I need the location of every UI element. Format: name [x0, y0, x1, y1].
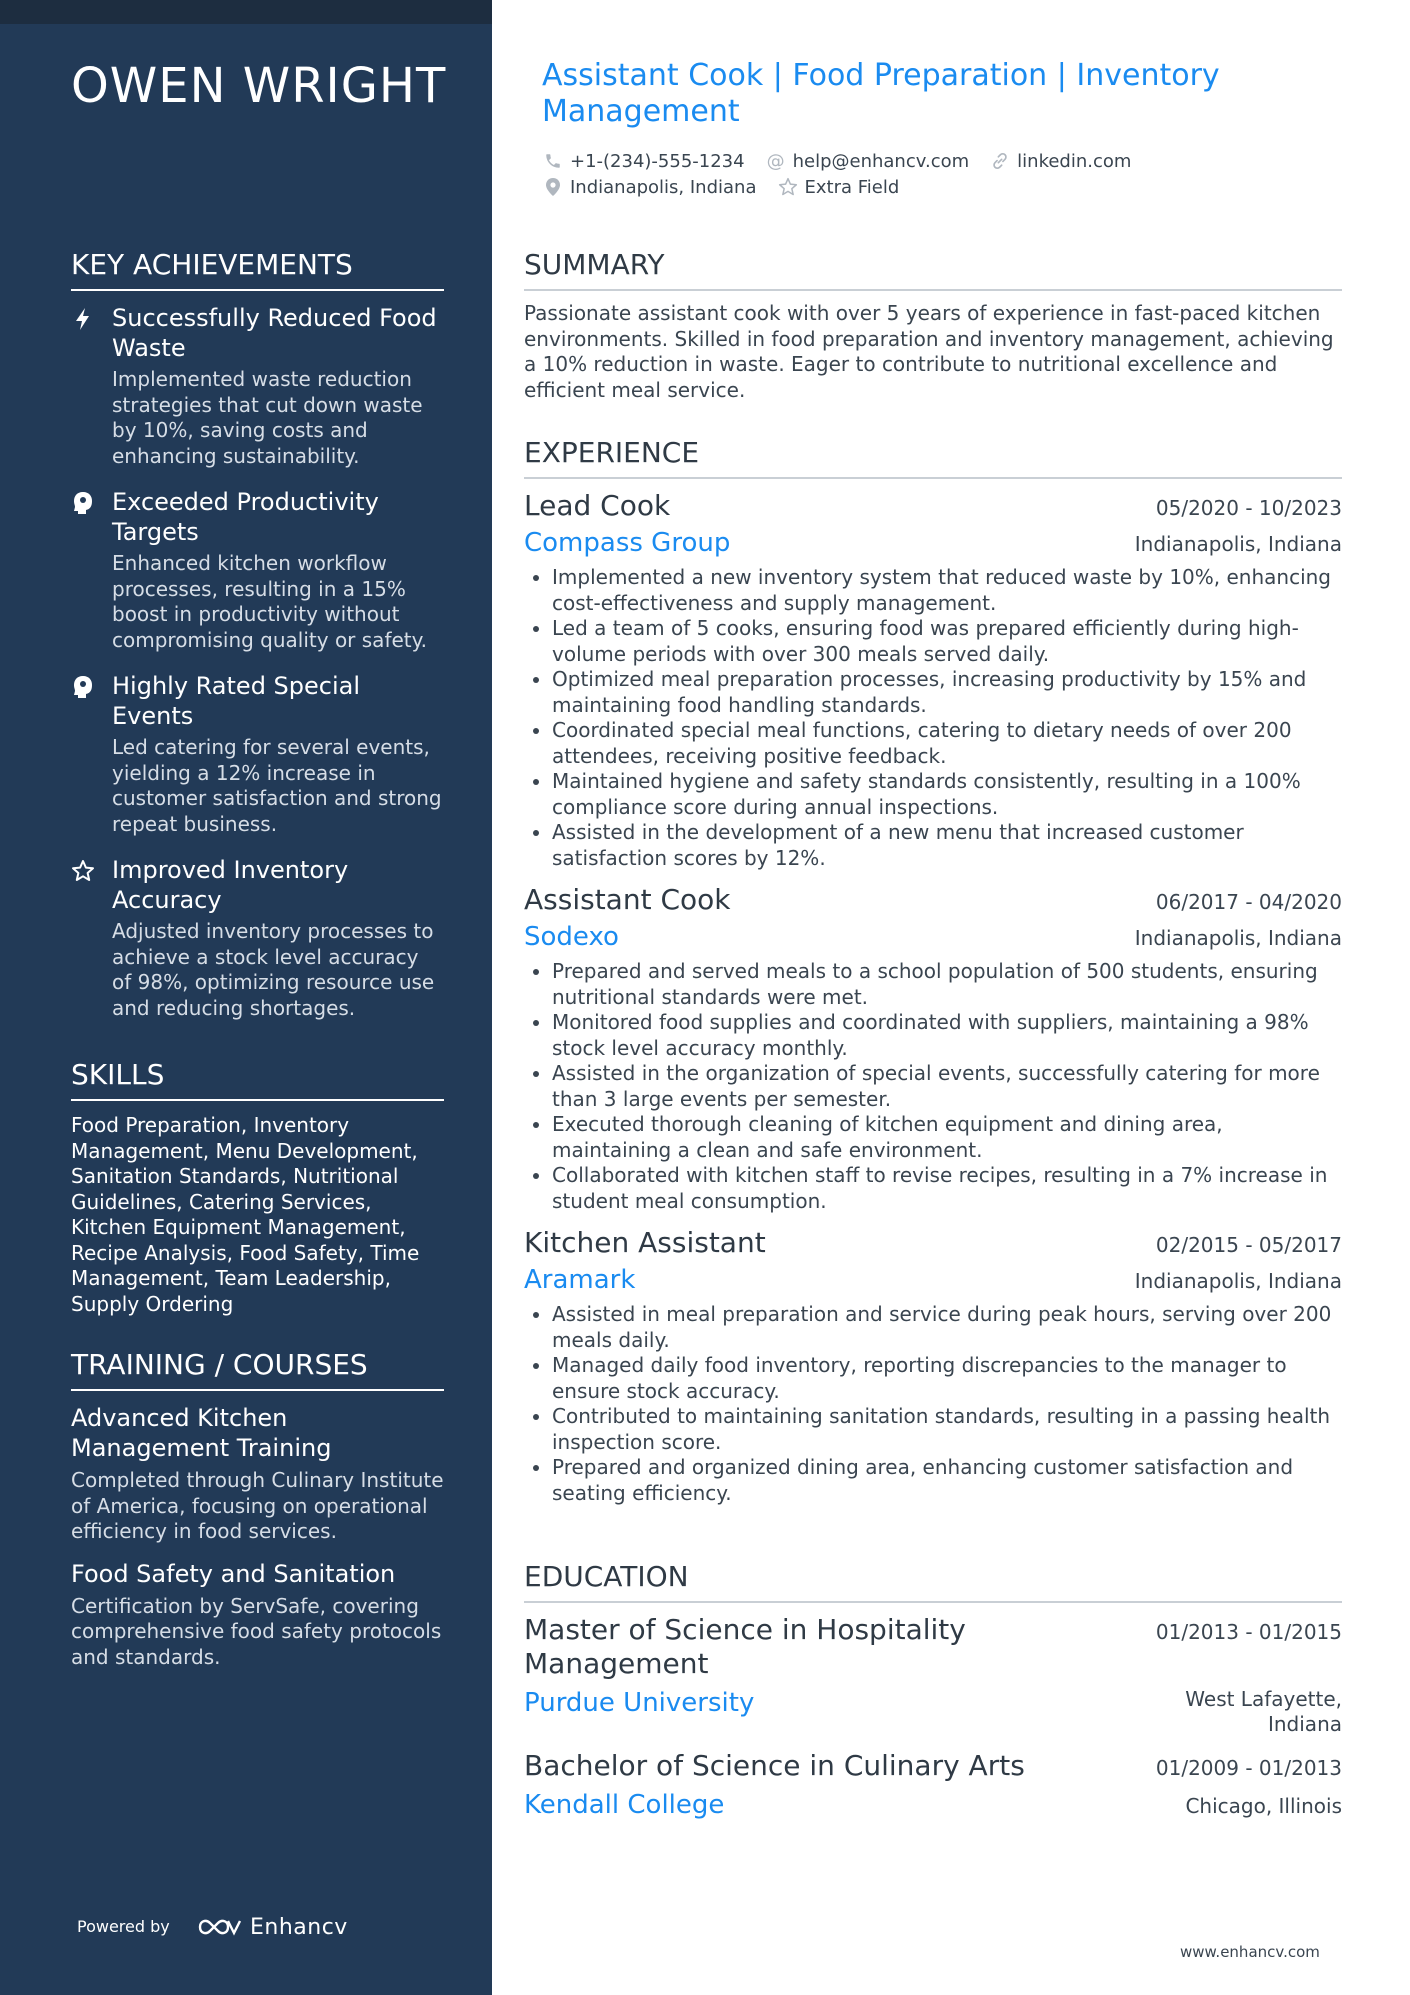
summary-heading: SUMMARY — [524, 248, 1342, 291]
job-bullet: • Prepared and served meals to a school population of 500 students, ensuring nutritional standards were met. — [552, 959, 1342, 1010]
job-bullet: • Managed daily food inventory, reporting discrepancies to the manager to ensure stock accuracy. — [552, 1353, 1342, 1404]
job-date: 06/2017 - 04/2020 — [1155, 890, 1342, 914]
education-entry — [524, 1749, 1342, 1821]
achievement-item — [71, 303, 444, 469]
achievement-title: Exceeded Productivity Targets — [112, 488, 379, 546]
achievement-description: Implemented waste reduction strategies that cut down waste by 10%, saving costs and enhancing sustainability. — [112, 367, 423, 468]
experience-section — [524, 436, 1342, 1506]
achievement-description: Enhanced kitchen workflow processes, resulting in a 15% boost in productivity without compromising quality or safety. — [112, 551, 427, 652]
training-heading: TRAINING / COURSES — [71, 1348, 444, 1391]
key-achievements-section — [71, 248, 444, 1039]
star-outline-icon — [777, 176, 799, 198]
job-company: Sodexo — [524, 922, 619, 952]
education-section — [524, 1560, 1342, 1821]
job-bullet: • Optimized meal preparation processes, increasing productivity by 15% and maintaining food handling standards. — [552, 667, 1342, 718]
enhancv-brand-name: Enhancv — [250, 1914, 348, 1940]
phone-text: +1-(234)-555-1234 — [570, 150, 745, 172]
linkedin-text: linkedin.com — [1017, 150, 1132, 172]
achievement-item — [71, 487, 444, 653]
contact-extra — [777, 176, 900, 198]
powered-by-label: Powered by — [77, 1917, 170, 1936]
enhancv-logo-icon — [196, 1915, 242, 1939]
head-brain-icon — [71, 675, 95, 699]
job-entry — [524, 883, 1342, 1214]
job-bullets — [524, 565, 1342, 871]
key-achievements-heading: KEY ACHIEVEMENTS — [71, 248, 444, 291]
job-bullet: • Maintained hygiene and safety standards consistently, resulting in a 100% compliance score during annual inspections. — [552, 769, 1342, 820]
main-content — [492, 0, 1410, 1995]
job-title: Kitchen Assistant — [524, 1226, 766, 1259]
candidate-name: OWEN WRIGHT — [71, 58, 447, 114]
education-date: 01/2009 - 01/2013 — [1155, 1756, 1342, 1780]
job-location: Indianapolis, Indiana — [1134, 926, 1342, 950]
job-bullets — [524, 959, 1342, 1214]
course-description: Completed through Culinary Institute of America, focusing on operational efficiency in food services. — [71, 1468, 444, 1543]
course-item — [71, 1403, 444, 1545]
extra-field-text: Extra Field — [804, 176, 900, 198]
phone-icon — [542, 150, 564, 172]
education-location: West Lafayette, Indiana — [1185, 1687, 1342, 1736]
job-bullet: • Executed thorough cleaning of kitchen equipment and dining area, maintaining a clean and safe environment. — [552, 1112, 1342, 1163]
degree-title: Bachelor of Science in Culinary Arts — [524, 1749, 1025, 1782]
job-bullet: • Assisted in the development of a new menu that increased customer satisfaction scores by 12%. — [552, 820, 1342, 871]
course-title: Food Safety and Sanitation — [71, 1559, 396, 1588]
course-item — [71, 1559, 444, 1671]
job-bullet: • Led a team of 5 cooks, ensuring food was prepared efficiently during high-volume periods with over 300 meals served daily. — [552, 616, 1342, 667]
summary-text: Passionate assistant cook with over 5 years of experience in fast-paced kitchen environments. Skilled in food preparation and inventory management, achieving a 10% reduction in waste. Eager to contribute to nutritional excellence and efficient meal service. — [524, 301, 1334, 402]
achievement-title: Highly Rated Special Events — [112, 672, 361, 730]
sidebar — [0, 0, 492, 1995]
email-text: help@enhancv.com — [792, 150, 970, 172]
job-title: Assistant Cook — [524, 883, 731, 916]
school-name: Kendall College — [524, 1790, 725, 1820]
course-title: Advanced Kitchen Management Training — [71, 1404, 332, 1462]
job-bullet: • Collaborated with kitchen staff to revise recipes, resulting in a 7% increase in student meal consumption. — [552, 1163, 1342, 1214]
training-section — [71, 1348, 444, 1684]
achievement-description: Adjusted inventory processes to achieve a stock level accuracy of 98%, optimizing resource use and reducing shortages. — [112, 919, 435, 1020]
job-bullet: • Implemented a new inventory system that reduced waste by 10%, enhancing cost-effectiveness and supply management. — [552, 565, 1342, 616]
achievement-item — [71, 855, 444, 1021]
job-location: Indianapolis, Indiana — [1134, 1269, 1342, 1293]
skills-section — [71, 1058, 444, 1317]
contact-row-1 — [542, 150, 1151, 172]
lightning-icon — [71, 307, 95, 331]
link-icon — [989, 150, 1011, 172]
skills-list: Food Preparation, Inventory Management, Menu Development, Sanitation Standards, Nutritional Guidelines, Catering Services, Kitchen Equipment Management, Recipe Analysis, Food Safety, Time Management, Team Leadership, Supply Ordering — [71, 1113, 420, 1316]
skills-heading: SKILLS — [71, 1058, 444, 1101]
enhancv-logo[interactable] — [196, 1912, 348, 1942]
contact-location — [542, 176, 757, 198]
job-bullets — [524, 1302, 1342, 1506]
job-entry — [524, 489, 1342, 871]
course-description: Certification by ServSafe, covering comprehensive food safety protocols and standards. — [71, 1593, 442, 1669]
job-company: Aramark — [524, 1265, 636, 1295]
contact-row-2 — [542, 176, 919, 198]
job-bullet: • Contributed to maintaining sanitation standards, resulting in a passing health inspection score. — [552, 1404, 1342, 1455]
job-date: 02/2015 - 05/2017 — [1155, 1233, 1342, 1257]
contact-phone[interactable] — [542, 150, 745, 172]
school-name: Purdue University — [524, 1688, 755, 1718]
achievement-item — [71, 671, 444, 837]
at-sign-icon: @ — [766, 150, 785, 172]
headline: Assistant Cook | Food Preparation | Inventory Management — [542, 58, 1220, 129]
achievement-description: Led catering for several events, yielding a 12% increase in customer satisfaction and strong repeat business. — [112, 735, 442, 836]
experience-heading: EXPERIENCE — [524, 436, 1342, 479]
job-bullet: • Coordinated special meal functions, catering to dietary needs of over 200 attendees, receiving positive feedback. — [552, 718, 1342, 769]
education-entry — [524, 1613, 1342, 1737]
education-location: Chicago, Illinois — [1185, 1794, 1342, 1818]
summary-section — [524, 248, 1342, 403]
contact-email[interactable] — [765, 150, 970, 172]
education-heading: EDUCATION — [524, 1560, 1342, 1603]
job-bullet: • Monitored food supplies and coordinated with suppliers, maintaining a 98% stock level accuracy monthly. — [552, 1010, 1342, 1061]
job-company: Compass Group — [524, 528, 731, 558]
achievement-title: Improved Inventory Accuracy — [112, 856, 349, 914]
education-date: 01/2013 - 01/2015 — [1155, 1620, 1342, 1644]
job-bullet: • Assisted in the organization of special events, successfully catering for more than 3 large events per semester. — [552, 1061, 1342, 1112]
location-text: Indianapolis, Indiana — [570, 176, 757, 198]
location-pin-icon — [542, 176, 564, 198]
star-icon — [71, 859, 95, 883]
achievement-title: Successfully Reduced Food Waste — [112, 304, 437, 362]
job-title: Lead Cook — [524, 489, 671, 522]
job-date: 05/2020 - 10/2023 — [1155, 496, 1342, 520]
job-bullet: • Assisted in meal preparation and service during peak hours, serving over 200 meals daily. — [552, 1302, 1342, 1353]
job-bullet: • Prepared and organized dining area, enhancing customer satisfaction and seating efficiency. — [552, 1455, 1342, 1506]
contact-linkedin[interactable] — [989, 150, 1131, 172]
job-location: Indianapolis, Indiana — [1134, 532, 1342, 556]
footer-url[interactable]: www.enhancv.com — [1180, 1943, 1320, 1961]
sidebar-top-strip — [0, 0, 492, 24]
head-brain-icon — [71, 491, 95, 515]
degree-title: Master of Science in Hospitality Management — [524, 1613, 966, 1680]
job-entry — [524, 1226, 1342, 1506]
